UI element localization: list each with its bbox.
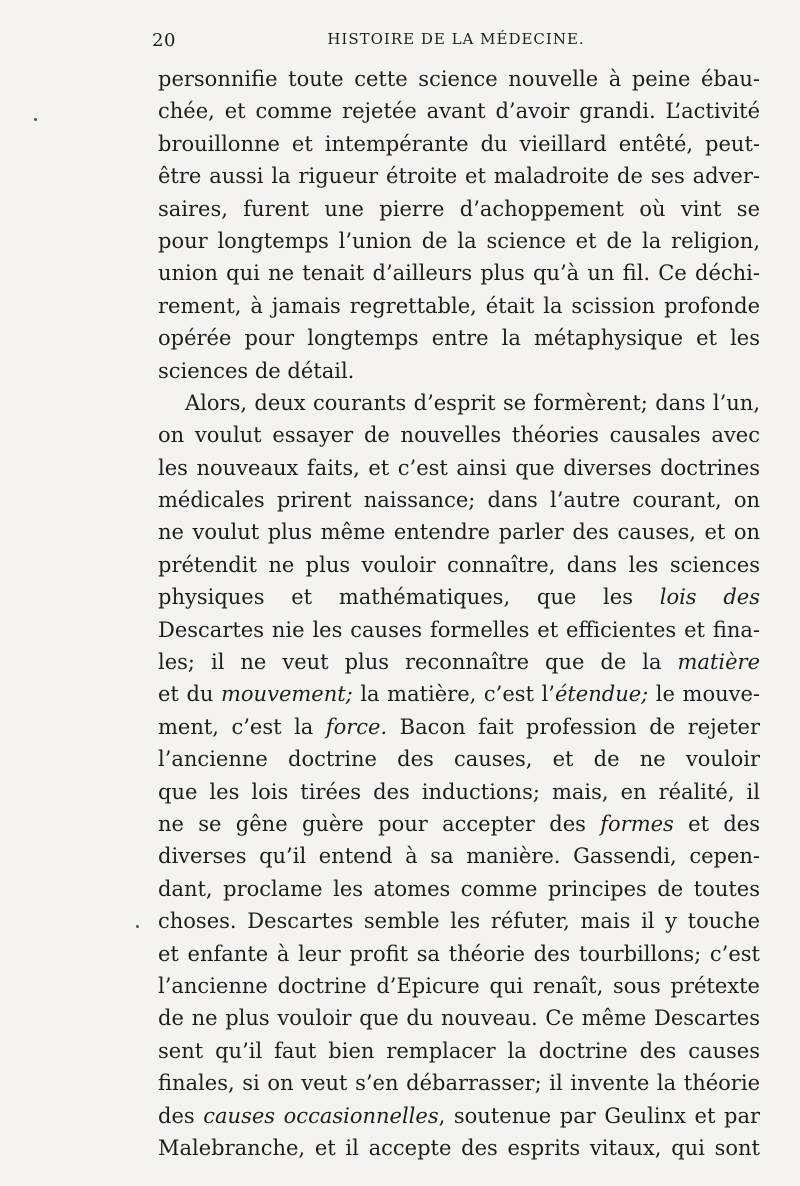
text-line: finales, si on veut s’en débarrasser; il invente la théorie xyxy=(158,1071,760,1096)
text-segment: les; il ne veut plus reconnaître que de la xyxy=(158,650,678,675)
text-line: les nouveaux faits, et c’est ainsi que diverses doctrines xyxy=(158,455,760,480)
italic-phrase: causes occasionnelles xyxy=(203,1103,439,1128)
page-number: 20 xyxy=(152,30,176,51)
text-segment: ment, c’est la xyxy=(158,714,326,739)
text-line: diverses qu’il entend à sa manière. Gassendi, cepen- xyxy=(158,844,760,869)
italic-phrase: formes xyxy=(600,811,674,836)
italic-phrase: mouvement; xyxy=(221,682,353,707)
print-speck xyxy=(34,118,37,121)
text-line: que les lois tirées des inductions; mais, en réalité, il xyxy=(158,779,760,804)
text-line: opérée pour longtemps entre la métaphysique et les xyxy=(158,326,760,351)
text-segment: , soutenue par Geulinx et par xyxy=(438,1103,760,1128)
text-line: Malebranche, et il accepte des esprits vitaux, qui sont xyxy=(158,1135,760,1160)
text-line: ne voulut plus même entendre parler des causes, et on xyxy=(158,520,760,545)
italic-phrase: étendue; xyxy=(554,682,649,707)
text-line: union qui ne tenait d’ailleurs plus qu’à un fil. Ce déchi- xyxy=(158,261,760,286)
text-line xyxy=(158,808,760,840)
text-line: personnifie toute cette science nouvelle à peine ébau- xyxy=(158,67,760,91)
text-line xyxy=(158,581,760,613)
text-line xyxy=(158,1100,760,1132)
text-line: chée, et comme rejetée avant d’avoir grandi. L’activité xyxy=(158,99,760,124)
text-line: de ne plus vouloir que du nouveau. Ce même Descartes xyxy=(158,1006,760,1031)
text-line: l’ancienne doctrine d’Epicure qui renaît, sous prétexte xyxy=(158,973,760,998)
text-line: on voulut essayer de nouvelles théories causales avec xyxy=(158,423,760,448)
text-line xyxy=(158,646,760,678)
text-segment: Bacon fait profession de rejeter xyxy=(387,714,760,739)
body-text xyxy=(158,63,760,1164)
text-line: saires, furent une pierre d’achoppement où vint se xyxy=(158,196,760,221)
text-line: l’ancienne doctrine des causes, et de ne vouloir xyxy=(158,747,760,772)
text-segment: ne se gêne guère pour accepter des xyxy=(158,811,601,836)
text-line xyxy=(158,711,760,743)
text-line: médicales prirent naissance; dans l’autre courant, on xyxy=(158,488,760,513)
text-segment: le mouve- xyxy=(648,682,760,707)
text-line: prétendit ne plus vouloir connaître, dans les sciences xyxy=(158,552,760,577)
text-line: Descartes nie les causes formelles et efficientes et fina- xyxy=(158,617,760,642)
italic-phrase: matière xyxy=(677,650,760,675)
text-segment: et des xyxy=(688,811,760,836)
italic-phrase: lois des xyxy=(659,585,760,610)
text-line: Alors, deux courants d’esprit se formèrent; dans l’un, xyxy=(185,390,760,415)
running-title: HISTOIRE DE LA MÉDECINE. xyxy=(327,30,585,48)
text-line: et enfante à leur profit sa théorie des tourbillons; c’est xyxy=(158,941,760,966)
text-line: sciences de détail. xyxy=(158,358,355,383)
text-line: pour longtemps l’union de la science et de la religion, xyxy=(158,228,760,253)
text-segment: des xyxy=(158,1103,204,1128)
italic-phrase: force. xyxy=(325,714,388,739)
text-line: rement, à jamais regrettable, était la scission profonde xyxy=(158,293,760,318)
text-line xyxy=(158,678,760,710)
text-line: dant, proclame les atomes comme principes de toutes xyxy=(158,876,760,901)
text-line: être aussi la rigueur étroite et maladroite de ses adver- xyxy=(158,164,760,189)
text-segment: et du xyxy=(158,682,221,707)
print-speck xyxy=(136,925,139,928)
text-line: choses. Descartes semble les réfuter, mais il y touche xyxy=(158,909,760,934)
text-segment: la matière, c’est l’ xyxy=(352,682,555,707)
text-line: brouillonne et intempérante du vieillard entêté, peut- xyxy=(158,131,760,156)
text-segment: physiques et mathématiques, que les xyxy=(158,585,660,610)
running-head xyxy=(152,30,760,58)
text-line: sent qu’il faut bien remplacer la doctrine des causes xyxy=(158,1038,760,1063)
